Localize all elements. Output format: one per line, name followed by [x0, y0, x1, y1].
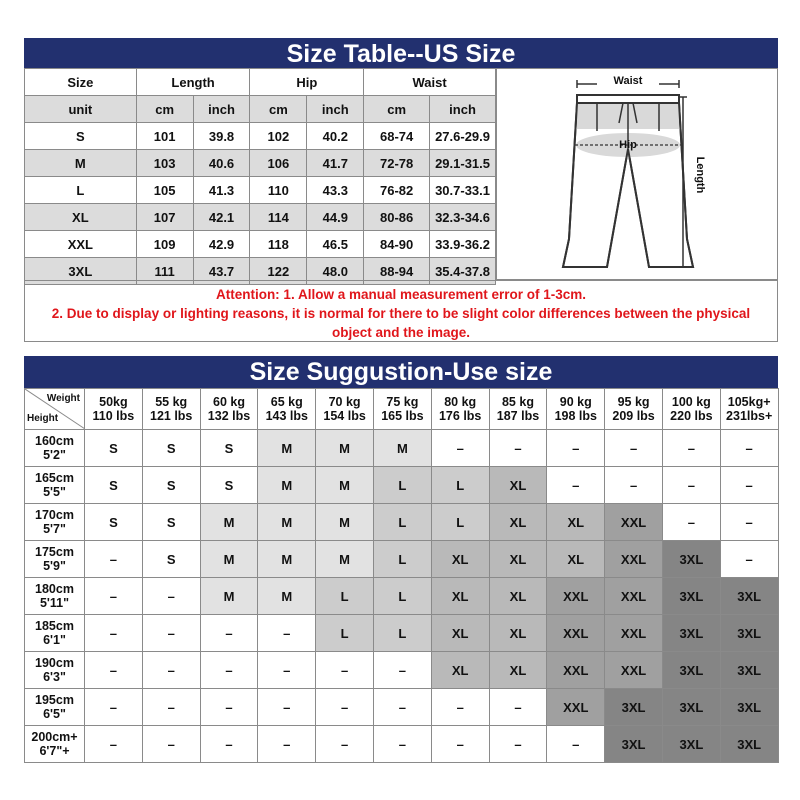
suggested-size-cell: – [316, 726, 374, 763]
suggested-size-cell: M [258, 504, 316, 541]
size-table-cell-len-in: 43.7 [193, 258, 250, 285]
suggested-size-cell: – [605, 430, 663, 467]
height-ft: 6'1" [43, 633, 66, 647]
size-table [24, 68, 496, 285]
unit-cm: cm [364, 96, 430, 123]
suggested-size-cell: – [258, 726, 316, 763]
suggested-size-cell: L [431, 467, 489, 504]
height-header [25, 541, 85, 578]
suggested-size-cell: – [258, 689, 316, 726]
attention-notice [24, 280, 778, 342]
height-cm: 160cm [35, 434, 74, 448]
suggested-size-cell: – [142, 578, 200, 615]
weight-header [316, 389, 374, 430]
weight-header [373, 389, 431, 430]
height-header [25, 504, 85, 541]
weight-header [662, 389, 720, 430]
weight-lbs: 220 lbs [670, 409, 713, 423]
size-table-cell-len-in: 40.6 [193, 150, 250, 177]
suggested-size-cell: XL [489, 652, 547, 689]
height-header [25, 726, 85, 763]
suggested-size-cell: – [200, 689, 258, 726]
weight-kg: 75 kg [386, 395, 419, 409]
size-table-row [25, 123, 496, 150]
size-table-cell-waist-in: 35.4-37.8 [430, 258, 496, 285]
suggested-size-cell: 3XL [662, 541, 720, 578]
size-table-cell-hip-in: 41.7 [307, 150, 364, 177]
suggestion-row [25, 726, 779, 763]
suggested-size-cell: S [142, 541, 200, 578]
unit-inch: inch [193, 96, 250, 123]
weight-kg: 90 kg [559, 395, 592, 409]
weight-header [605, 389, 663, 430]
size-table-cell-hip-cm: 106 [250, 150, 307, 177]
suggested-size-cell: – [547, 467, 605, 504]
size-table-cell-waist-cm: 88-94 [364, 258, 430, 285]
suggested-size-cell: 3XL [720, 689, 778, 726]
suggested-size-cell: L [316, 615, 374, 652]
height-cm: 165cm [35, 471, 74, 485]
unit-cm: cm [136, 96, 193, 123]
weight-kg: 85 kg [501, 395, 534, 409]
suggested-size-cell: – [200, 615, 258, 652]
suggested-size-cell: M [316, 541, 374, 578]
size-table-cell-len-in: 42.1 [193, 204, 250, 231]
size-table-row [25, 150, 496, 177]
waist-header: Waist [364, 69, 496, 96]
weight-header [258, 389, 316, 430]
suggested-size-cell: L [316, 578, 374, 615]
size-table-cell-hip-cm: 118 [250, 231, 307, 258]
suggested-size-cell: – [85, 578, 143, 615]
height-ft: 5'7" [43, 522, 66, 536]
suggested-size-cell: – [258, 615, 316, 652]
weight-header [489, 389, 547, 430]
suggested-size-cell: – [85, 652, 143, 689]
suggested-size-cell: M [200, 578, 258, 615]
hip-header: Hip [250, 69, 364, 96]
suggested-size-cell: XXL [605, 541, 663, 578]
suggested-size-cell: XL [431, 615, 489, 652]
size-table-cell-len-cm: 107 [136, 204, 193, 231]
suggested-size-cell: 3XL [720, 652, 778, 689]
suggested-size-cell: – [720, 467, 778, 504]
height-cm: 190cm [35, 656, 74, 670]
pants-measurement-diagram [496, 68, 778, 280]
weight-header [720, 389, 778, 430]
weight-header [431, 389, 489, 430]
suggested-size-cell: – [489, 726, 547, 763]
weight-lbs: 198 lbs [554, 409, 597, 423]
suggested-size-cell: L [373, 504, 431, 541]
size-table-cell-waist-cm: 80-86 [364, 204, 430, 231]
suggested-size-cell: – [258, 652, 316, 689]
suggested-size-cell: XL [547, 541, 605, 578]
weight-header [85, 389, 143, 430]
suggestion-row [25, 430, 779, 467]
suggested-size-cell: 3XL [662, 726, 720, 763]
suggested-size-cell: – [720, 541, 778, 578]
unit-cm: cm [250, 96, 307, 123]
size-table-cell-waist-in: 32.3-34.6 [430, 204, 496, 231]
suggested-size-cell: – [489, 689, 547, 726]
suggestion-row [25, 541, 779, 578]
size-table-cell-hip-in: 48.0 [307, 258, 364, 285]
size-table-cell-len-cm: 109 [136, 231, 193, 258]
suggested-size-cell: M [316, 467, 374, 504]
weight-height-corner [25, 389, 85, 430]
suggested-size-cell: M [258, 430, 316, 467]
size-table-row [25, 204, 496, 231]
weight-kg: 80 kg [444, 395, 477, 409]
size-table-row [25, 231, 496, 258]
suggestion-row [25, 615, 779, 652]
weight-kg: 55 kg [155, 395, 188, 409]
suggested-size-cell: XL [547, 504, 605, 541]
weight-lbs: 154 lbs [323, 409, 366, 423]
suggestion-row [25, 578, 779, 615]
height-cm: 195cm [35, 693, 74, 707]
suggested-size-cell: S [142, 467, 200, 504]
weight-kg: 70 kg [328, 395, 361, 409]
size-table-cell-size: XL [25, 204, 137, 231]
suggested-size-cell: XL [489, 467, 547, 504]
weight-kg: 60 kg [213, 395, 245, 409]
size-table-cell-len-cm: 103 [136, 150, 193, 177]
suggested-size-cell: – [662, 504, 720, 541]
suggested-size-cell: – [200, 652, 258, 689]
weight-lbs: 110 lbs [92, 409, 135, 423]
suggested-size-cell: – [85, 689, 143, 726]
suggested-size-cell: XXL [547, 652, 605, 689]
suggested-size-cell: – [547, 726, 605, 763]
suggested-size-cell: – [142, 689, 200, 726]
weight-kg: 105kg+ [727, 395, 771, 409]
weight-kg: 50kg [99, 395, 128, 409]
size-suggestion-table [24, 388, 779, 763]
height-header [25, 467, 85, 504]
weight-lbs: 165 lbs [381, 409, 424, 423]
size-table-cell-size: S [25, 123, 137, 150]
weight-lbs: 143 lbs [265, 409, 308, 423]
height-ft: 5'5" [43, 485, 66, 499]
suggested-size-cell: S [200, 430, 258, 467]
suggested-size-cell: – [431, 726, 489, 763]
suggested-size-cell: XXL [547, 615, 605, 652]
weight-lbs: 187 lbs [496, 409, 540, 423]
suggested-size-cell: XL [489, 615, 547, 652]
suggested-size-cell: XXL [605, 615, 663, 652]
suggested-size-cell: – [489, 430, 547, 467]
suggested-size-cell: – [431, 430, 489, 467]
suggested-size-cell: 3XL [662, 689, 720, 726]
attention-line-2: 2. Due to display or lighting reasons, it is normal for there to be slight color differences between the physical [51, 306, 751, 321]
weight-kg: 95 kg [617, 395, 650, 409]
suggested-size-cell: 3XL [662, 652, 720, 689]
attention-line-1: Attention: 1. Allow a manual measurement error of 1-3cm. [215, 287, 587, 302]
size-table-cell-len-in: 39.8 [193, 123, 250, 150]
suggested-size-cell: – [85, 615, 143, 652]
suggested-size-cell: – [200, 726, 258, 763]
suggested-size-cell: S [85, 467, 143, 504]
weight-header [142, 389, 200, 430]
height-cm: 185cm [35, 619, 74, 633]
suggested-size-cell: L [373, 578, 431, 615]
suggested-size-cell: XL [431, 541, 489, 578]
suggested-size-cell: – [142, 652, 200, 689]
suggested-size-cell: L [373, 541, 431, 578]
size-table-cell-len-cm: 105 [136, 177, 193, 204]
size-table-cell-hip-in: 46.5 [307, 231, 364, 258]
pants-illustration [497, 69, 777, 279]
suggested-size-cell: – [85, 541, 143, 578]
suggested-size-cell: L [431, 504, 489, 541]
size-table-cell-waist-cm: 68-74 [364, 123, 430, 150]
size-table-cell-waist-cm: 72-78 [364, 150, 430, 177]
size-table-cell-hip-cm: 102 [250, 123, 307, 150]
height-ft: 5'2" [43, 448, 66, 462]
suggested-size-cell: M [316, 430, 374, 467]
size-table-cell-size: 3XL [25, 258, 137, 285]
height-cm: 200cm+ [31, 730, 78, 744]
suggested-size-cell: 3XL [605, 689, 663, 726]
size-table-cell-len-cm: 101 [136, 123, 193, 150]
suggested-size-cell: XXL [605, 504, 663, 541]
size-table-cell-waist-in: 27.6-29.9 [430, 123, 496, 150]
suggested-size-cell: XXL [547, 578, 605, 615]
suggested-size-cell: M [373, 430, 431, 467]
height-header [25, 430, 85, 467]
suggested-size-cell: – [85, 726, 143, 763]
suggested-size-cell: M [258, 541, 316, 578]
suggested-size-cell: 3XL [720, 578, 778, 615]
size-table-cell-len-cm: 111 [136, 258, 193, 285]
height-header [25, 652, 85, 689]
suggestion-row [25, 504, 779, 541]
suggested-size-cell: – [720, 504, 778, 541]
size-table-cell-waist-in: 30.7-33.1 [430, 177, 496, 204]
suggested-size-cell: 3XL [720, 726, 778, 763]
suggested-size-cell: – [662, 430, 720, 467]
suggested-size-cell: XXL [547, 689, 605, 726]
height-ft: 6'3" [43, 670, 66, 684]
weight-lbs: 132 lbs [207, 409, 251, 423]
suggested-size-cell: L [373, 615, 431, 652]
height-cm: 175cm [35, 545, 74, 559]
suggestion-row [25, 652, 779, 689]
suggested-size-cell: – [373, 726, 431, 763]
suggested-size-cell: 3XL [662, 615, 720, 652]
suggested-size-cell: S [85, 504, 143, 541]
weight-header [547, 389, 605, 430]
height-ft: 6'7"+ [39, 744, 70, 758]
suggested-size-cell: – [662, 467, 720, 504]
height-label: Height [27, 413, 59, 424]
suggestion-row [25, 467, 779, 504]
height-ft: 6'5" [43, 707, 66, 721]
suggested-size-cell: – [605, 467, 663, 504]
suggested-size-cell: – [142, 615, 200, 652]
weight-kg: 65 kg [270, 395, 303, 409]
weight-header [200, 389, 258, 430]
weight-kg: 100 kg [671, 395, 711, 409]
size-suggestion-title: Size Suggustion-Use size [24, 356, 778, 388]
size-table-cell-waist-cm: 84-90 [364, 231, 430, 258]
suggestion-row [25, 689, 779, 726]
weight-lbs: 121 lbs [150, 409, 193, 423]
suggested-size-cell: – [373, 689, 431, 726]
waist-label: Waist [597, 75, 659, 87]
size-table-cell-hip-in: 40.2 [307, 123, 364, 150]
unit-inch: inch [430, 96, 496, 123]
size-table-cell-hip-cm: 114 [250, 204, 307, 231]
suggested-size-cell: – [547, 430, 605, 467]
size-table-cell-hip-cm: 122 [250, 258, 307, 285]
size-table-cell-waist-cm: 76-82 [364, 177, 430, 204]
suggested-size-cell: 3XL [720, 615, 778, 652]
size-table-cell-len-in: 41.3 [193, 177, 250, 204]
size-table-row [25, 177, 496, 204]
suggested-size-cell: M [258, 467, 316, 504]
size-table-cell-len-in: 42.9 [193, 231, 250, 258]
size-table-title: Size Table--US Size [24, 38, 778, 70]
suggested-size-cell: S [85, 430, 143, 467]
height-cm: 180cm [35, 582, 74, 596]
suggested-size-cell: S [200, 467, 258, 504]
suggested-size-cell: – [720, 430, 778, 467]
size-table-cell-hip-in: 43.3 [307, 177, 364, 204]
suggested-size-cell: M [200, 541, 258, 578]
size-table-cell-size: M [25, 150, 137, 177]
suggested-size-cell: M [316, 504, 374, 541]
height-cm: 170cm [35, 508, 74, 522]
suggested-size-cell: – [142, 726, 200, 763]
weight-lbs: 176 lbs [438, 409, 482, 423]
suggested-size-cell: S [142, 430, 200, 467]
suggested-size-cell: XL [489, 578, 547, 615]
size-table-cell-waist-in: 33.9-36.2 [430, 231, 496, 258]
suggested-size-cell: M [258, 578, 316, 615]
size-header: Size [25, 69, 137, 96]
unit-label: unit [25, 96, 137, 123]
suggested-size-cell: 3XL [605, 726, 663, 763]
height-header [25, 615, 85, 652]
hip-label: Hip [619, 139, 637, 151]
suggested-size-cell: – [316, 689, 374, 726]
size-table-cell-hip-cm: 110 [250, 177, 307, 204]
weight-lbs: 231lbs+ [726, 409, 773, 423]
suggested-size-cell: XXL [605, 578, 663, 615]
size-table-cell-waist-in: 29.1-31.5 [430, 150, 496, 177]
suggested-size-cell: XL [431, 652, 489, 689]
suggested-size-cell: XXL [605, 652, 663, 689]
suggested-size-cell: – [373, 652, 431, 689]
weight-lbs: 209 lbs [612, 409, 655, 423]
suggested-size-cell: L [373, 467, 431, 504]
size-table-cell-size: XXL [25, 231, 137, 258]
suggested-size-cell: XL [489, 504, 547, 541]
height-header [25, 578, 85, 615]
suggested-size-cell: M [200, 504, 258, 541]
suggested-size-cell: – [431, 689, 489, 726]
length-label: Length [694, 150, 706, 200]
length-header: Length [136, 69, 250, 96]
attention-line-3: object and the image. [331, 325, 471, 340]
size-table-cell-hip-in: 44.9 [307, 204, 364, 231]
height-ft: 5'11" [39, 596, 70, 610]
suggested-size-cell: 3XL [662, 578, 720, 615]
height-ft: 5'9" [43, 559, 66, 573]
suggested-size-cell: – [316, 652, 374, 689]
height-header [25, 689, 85, 726]
unit-inch: inch [307, 96, 364, 123]
suggested-size-cell: S [142, 504, 200, 541]
suggested-size-cell: XL [489, 541, 547, 578]
size-table-cell-size: L [25, 177, 137, 204]
weight-label: Weight [46, 393, 80, 404]
suggested-size-cell: XL [431, 578, 489, 615]
